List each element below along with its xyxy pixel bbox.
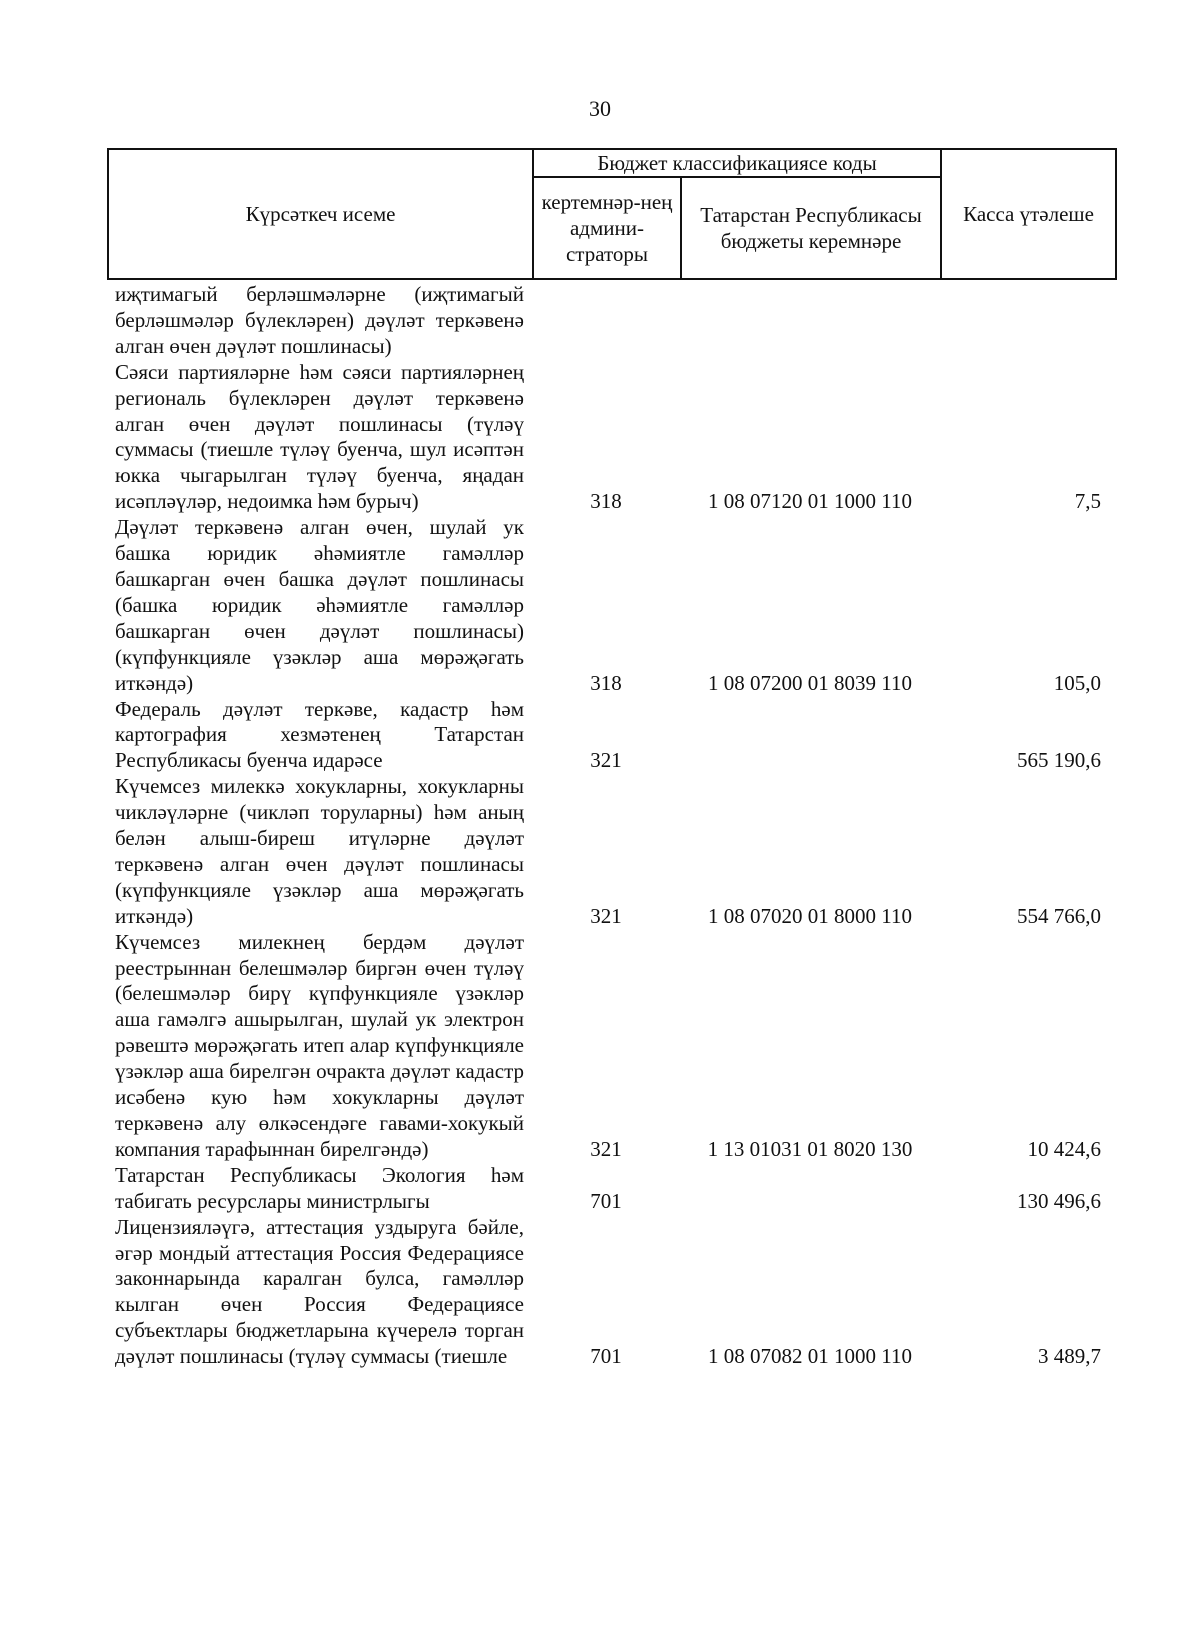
row-budget-revenue-code: [680, 282, 940, 360]
row-budget-revenue-code: 1 13 01031 01 8020 130: [707, 1136, 913, 1161]
row-cash-execution-amount: 10 424,6: [1027, 1136, 1101, 1161]
table-rows: [107, 282, 1115, 1370]
row-budget-revenue-code: [680, 1163, 940, 1215]
table-row: [107, 360, 1115, 515]
row-administrator-code: 321: [590, 748, 622, 773]
table-row: [107, 515, 1115, 696]
table-row: [107, 1215, 1115, 1370]
row-indicator-name: Сәяси партияләрне һәм сәяси партияләрнең региональ бүлекләрен дәүләт теркәвенә алган өчен дәүләт пошлинасы (түләү суммасы (тиешле түләү буенча, шул исәптән юкка чыгарылган түләү буенча, яңадан исәпләүләр, недоимка һәм бурыч): [115, 359, 524, 514]
row-administrator-code: 318: [590, 489, 622, 514]
row-indicator-name: Лицензияләүгә, аттестация уздыруга бәйле, әгәр мондый аттестация Россия Федерациясе законнарында каралган булса, гамәлләр кылган өчен Россия Федерациясе субъектлары бюджетларына күчерелә торган дәүләт пошлинасы (түләү суммасы (тиешле: [115, 1214, 524, 1369]
row-indicator-name: Федераль дәүләт теркәве, кадастр һәм картография хезмәтенең Татарстан Республикасы буенча идарәсе: [115, 696, 524, 773]
row-cash-execution-amount: [940, 282, 1115, 360]
row-cash-execution-amount: 130 496,6: [1017, 1188, 1101, 1213]
row-cash-execution-amount: 3 489,7: [1038, 1344, 1101, 1369]
table-row: [107, 1163, 1115, 1215]
row-administrator-code: 701: [590, 1344, 622, 1369]
row-indicator-name: Дәүләт теркәвенә алган өчен, шулай ук башка юридик әһәмиятле гамәлләр башкарган өчен башка дәүләт пошлинасы (башка юридик әһәмиятле гамәлләр башкарган өчен дәүләт пошлинасы) (күпфункцияле үзәкләр аша мөрәҗәгать иткәндә): [115, 515, 524, 695]
table-body: [107, 282, 1115, 1370]
row-cash-execution-amount: 7,5: [1074, 489, 1101, 514]
page-number: 30: [589, 96, 611, 121]
row-budget-revenue-code: [680, 697, 940, 775]
header-indicator-name: Күрсәткеч исеме: [108, 149, 533, 279]
header-revenue-administrators: кертемнәр-нең админи-страторы: [533, 177, 681, 279]
row-administrator-code: 321: [590, 1136, 622, 1161]
table-row: [107, 930, 1115, 1163]
row-budget-revenue-code: 1 08 07082 01 1000 110: [708, 1344, 912, 1369]
row-administrator-code: 701: [590, 1188, 622, 1213]
row-administrator-code: 318: [590, 670, 622, 695]
row-cash-execution-amount: 554 766,0: [1017, 903, 1101, 928]
header-cash-execution: Касса үтәлеше: [941, 149, 1116, 279]
table-row: [107, 697, 1115, 775]
table-row: [107, 282, 1115, 360]
row-cash-execution-amount: 105,0: [1053, 670, 1101, 695]
row-indicator-name: иҗтимагый берләшмәләрне (иҗтимагый берләшмәләр бүлекләрен) дәүләт теркәвенә алган өчен дәүләт пошлинасы): [115, 282, 524, 358]
row-budget-revenue-code: 1 08 07200 01 8039 110: [708, 670, 912, 695]
row-budget-revenue-code: 1 08 07120 01 1000 110: [708, 489, 912, 514]
table-row: [107, 774, 1115, 929]
row-indicator-name: Татарстан Республикасы Экология һәм табигать ресурслары министрлыгы: [115, 1162, 524, 1213]
header-budget-classification-code: Бюджет классификациясе коды: [533, 149, 941, 177]
row-cash-execution-amount: 565 190,6: [1017, 748, 1101, 773]
header-republic-budget-revenues: Татарстан Республикасы бюджеты керемнәре: [681, 177, 941, 279]
row-indicator-name: Күчемсез милекнең бердәм дәүләт реестрыннан белешмәләр биргән өчен түләү (белешмәләр бирү күпфункцияле үзәкләр аша гамәлгә ашырылган, шулай ук электрон рәвештә мөрәҗәгать итеп алар күпфункцияле үзәкләр аша бирелгән очракта дәүләт кадастр исәбенә кую һәм хокукларны дәүләт теркәвенә алу өлкәсендәге гавами-хокукый компания тарафыннан бирелгәндә): [115, 929, 524, 1161]
row-administrator-code: [532, 282, 680, 360]
table-header: [107, 148, 1117, 280]
row-budget-revenue-code: 1 08 07020 01 8000 110: [708, 903, 912, 928]
row-administrator-code: 321: [590, 903, 622, 928]
row-indicator-name: Күчемсез милеккә хокукларны, хокукларны чикләүләрне (чикләп торуларны) һәм аның белән алыш-биреш итүләрне дәүләт теркәвенә алган өчен дәүләт пошлинасы (күпфункцияле үзәкләр аша мөрәҗәгать иткәндә): [115, 774, 524, 928]
